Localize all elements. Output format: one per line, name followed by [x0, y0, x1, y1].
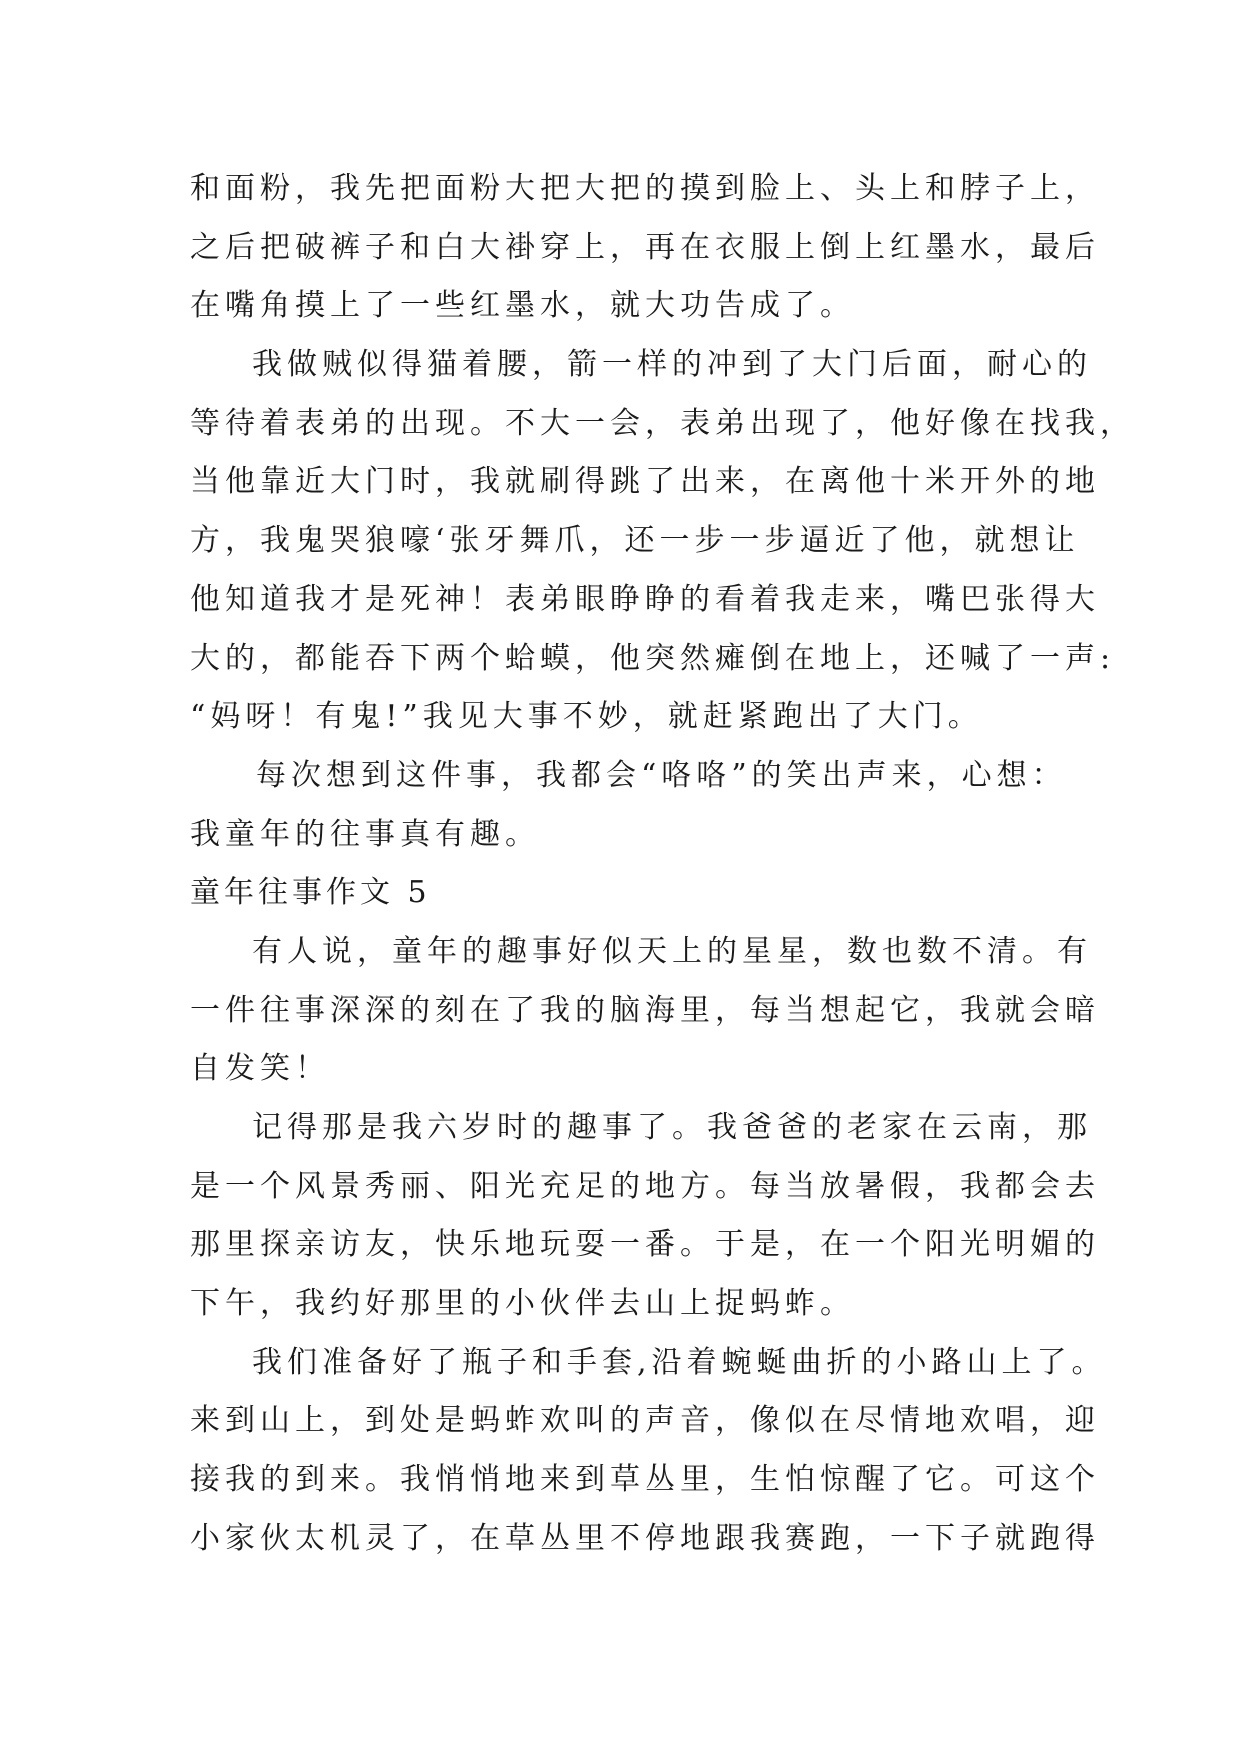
text-line: 那里探亲访友，快乐地玩耍一番。于是，在一个阳光明媚的	[190, 1227, 1100, 1263]
document-body	[190, 160, 1135, 1569]
text-line: 大的，都能吞下两个蛤蟆，他突然瘫倒在地上，还喊了一声:	[190, 640, 1116, 676]
text-line: 一件往事深深的刻在了我的脑海里，每当想起它，我就会暗	[190, 992, 1100, 1028]
paragraph-start-line: 记得那是我六岁时的趣事了。我爸爸的老家在云南，那	[252, 1110, 1092, 1145]
text-line: 接我的到来。我悄悄地来到草丛里，生怕惊醒了它。可这个	[190, 1462, 1100, 1498]
text-line: 来到山上，到处是蚂蚱欢叫的声音，像似在尽情地欢唱，迎	[190, 1403, 1100, 1439]
text-line: 当他靠近大门时，我就刷得跳了出来，在离他十米开外的地	[190, 464, 1100, 500]
text-line: 他知道我才是死神！表弟眼睁睁的看着我走来，嘴巴张得大	[190, 581, 1100, 617]
section-heading: 童年往事作文 5	[190, 875, 431, 911]
paragraph-start-line: 我们准备好了瓶子和手套,沿着蜿蜒曲折的小路山上了。	[252, 1344, 1107, 1380]
text-line: 是一个风景秀丽、阳光充足的地方。每当放暑假，我都会去	[190, 1168, 1100, 1204]
text-line: 等待着表弟的出现。不大一会，表弟出现了，他好像在找我，	[190, 405, 1135, 441]
paragraph-start-line: 我做贼似得猫着腰，箭一样的冲到了大门后面，耐心的	[252, 347, 1092, 383]
text-line: 我童年的往事真有趣。	[190, 816, 540, 852]
text-line: 方，我鬼哭狼嚎‘张牙舞爪，还一步一步逼近了他，就想让	[190, 523, 1080, 559]
text-line: 自发笑！	[190, 1051, 330, 1087]
paragraph-start-line: 每次想到这件事，我都会“咯咯”的笑出声来，心想：	[256, 757, 1067, 793]
paragraph-start-line: 有人说，童年的趣事好似天上的星星，数也数不清。有	[252, 933, 1092, 969]
text-line: 下午，我约好那里的小伙伴去山上捉蚂蚱。	[190, 1286, 855, 1322]
text-line: 在嘴角摸上了一些红墨水，就大功告成了。	[190, 288, 855, 324]
text-line: 和面粉，我先把面粉大把大把的摸到脸上、头上和脖子上，	[190, 171, 1100, 206]
text-line: 之后把破裤子和白大褂穿上，再在衣服上倒上红墨水，最后	[190, 229, 1100, 265]
text-line: “妈呀！有鬼!”我见大事不妙，就赶紧跑出了大门。	[190, 699, 983, 735]
text-line: 小家伙太机灵了，在草丛里不停地跟我赛跑，一下子就跑得	[190, 1520, 1100, 1556]
